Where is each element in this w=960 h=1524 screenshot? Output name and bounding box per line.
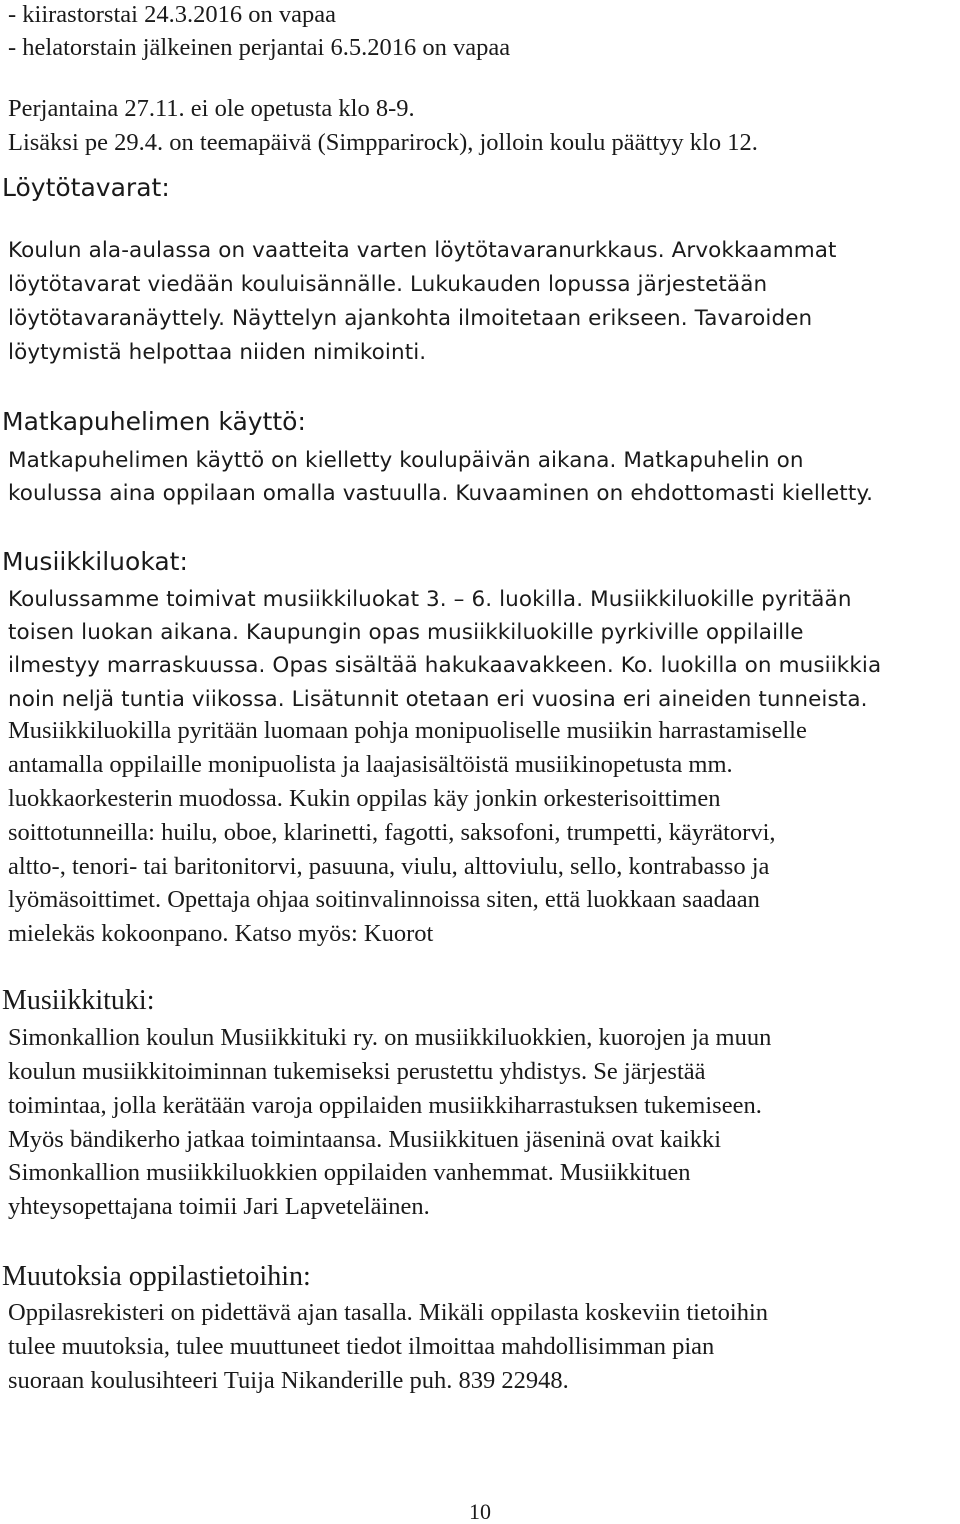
paragraph-line: löytötavarat viedään kouluisännälle. Lukukauden lopussa järjestetään <box>8 272 768 297</box>
paragraph-line: löytymistä helpottaa niiden nimikointi. <box>8 340 427 365</box>
paragraph-line: Koulun ala-aulassa on vaatteita varten löytötavaranurkkaus. Arvokkaammat <box>8 238 837 263</box>
paragraph-line: toisen luokan aikana. Kaupungin opas musiikkiluokille pyrkiville oppilaille <box>8 620 804 645</box>
paragraph-line: Matkapuhelimen käyttö on kielletty koulupäivän aikana. Matkapuhelin on <box>8 448 804 473</box>
intro-line: - helatorstain jälkeinen perjantai 6.5.2016 on vapaa <box>8 34 511 61</box>
paragraph-line: lyömäsoittimet. Opettaja ohjaa soitinvalinnoissa siten, että luokkaan saadaan <box>8 886 760 913</box>
paragraph-line: mielekäs kokoonpano. Katso myös: Kuorot <box>8 920 434 947</box>
section-heading-music-support: Musiikkituki: <box>2 985 155 1016</box>
paragraph-line: altto-, tenori- tai baritonitorvi, pasuuna, viulu, alttoviulu, sello, kontrabasso ja <box>8 853 770 880</box>
paragraph-line: Koulussamme toimivat musiikkiluokat 3. – 6. luokilla. Musiikkiluokille pyritään <box>8 587 852 612</box>
paragraph-line: Simonkallion koulun Musiikkituki ry. on musiikkiluokkien, kuorojen ja muun <box>8 1024 772 1051</box>
paragraph-line: tulee muutoksia, tulee muuttuneet tiedot ilmoittaa mahdollisimman pian <box>8 1333 715 1360</box>
paragraph-line: noin neljä tuntia viikossa. Lisätunnit otetaan eri vuosina eri aineiden tunneista. <box>8 687 868 712</box>
paragraph-line: suoraan koulusihteeri Tuija Nikanderille puh. 839 22948. <box>8 1367 569 1394</box>
paragraph-line: löytötavaranäyttely. Näyttelyn ajankohta ilmoitetaan erikseen. Tavaroiden <box>8 306 813 331</box>
section-heading-phone: Matkapuhelimen käyttö: <box>2 407 306 436</box>
intro-line: Perjantaina 27.11. ei ole opetusta klo 8-9. <box>8 95 415 122</box>
paragraph-line: antamalla oppilaille monipuolista ja laajasisältöistä musiikinopetusta mm. <box>8 751 733 778</box>
paragraph-line: Musiikkiluokilla pyritään luomaan pohja monipuoliselle musiikin harrastamiselle <box>8 717 807 744</box>
paragraph-line: Simonkallion musiikkiluokkien oppilaiden vanhemmat. Musiikkituen <box>8 1159 691 1186</box>
paragraph-line: Myös bändikerho jatkaa toimintaansa. Musiikkituen jäseninä ovat kaikki <box>8 1126 722 1153</box>
paragraph-line: toimintaa, jolla kerätään varoja oppilaiden musiikkiharrastuksen tukemiseen. <box>8 1092 762 1119</box>
page-number: 10 <box>469 1499 491 1524</box>
intro-line: - kiirastorstai 24.3.2016 on vapaa <box>8 1 336 28</box>
paragraph-line: luokkaorkesterin muodossa. Kukin oppilas käy jonkin orkesterisoittimen <box>8 785 721 812</box>
intro-line: Lisäksi pe 29.4. on teemapäivä (Simpparirock), jolloin koulu päättyy klo 12. <box>8 129 758 156</box>
paragraph-line: koulun musiikkitoiminnan tukemiseksi perustettu yhdistys. Se järjestää <box>8 1058 706 1085</box>
section-heading-lost-found: Löytötavarat: <box>2 173 170 202</box>
section-heading-student-info: Muutoksia oppilastietoihin: <box>2 1261 311 1292</box>
paragraph-line: soittotunneilla: huilu, oboe, klarinetti, fagotti, saksofoni, trumpetti, käyrätorvi, <box>8 819 776 846</box>
section-heading-music-classes: Musiikkiluokat: <box>2 547 188 576</box>
paragraph-line: Oppilasrekisteri on pidettävä ajan tasalla. Mikäli oppilasta koskeviin tietoihin <box>8 1299 769 1326</box>
paragraph-line: ilmestyy marraskuussa. Opas sisältää hakukaavakkeen. Ko. luokilla on musiikkia <box>8 653 882 678</box>
paragraph-line: yhteysopettajana toimii Jari Lapveteläinen. <box>8 1193 430 1220</box>
paragraph-line: koulussa aina oppilaan omalla vastuulla. Kuvaaminen on ehdottomasti kielletty. <box>8 481 874 506</box>
